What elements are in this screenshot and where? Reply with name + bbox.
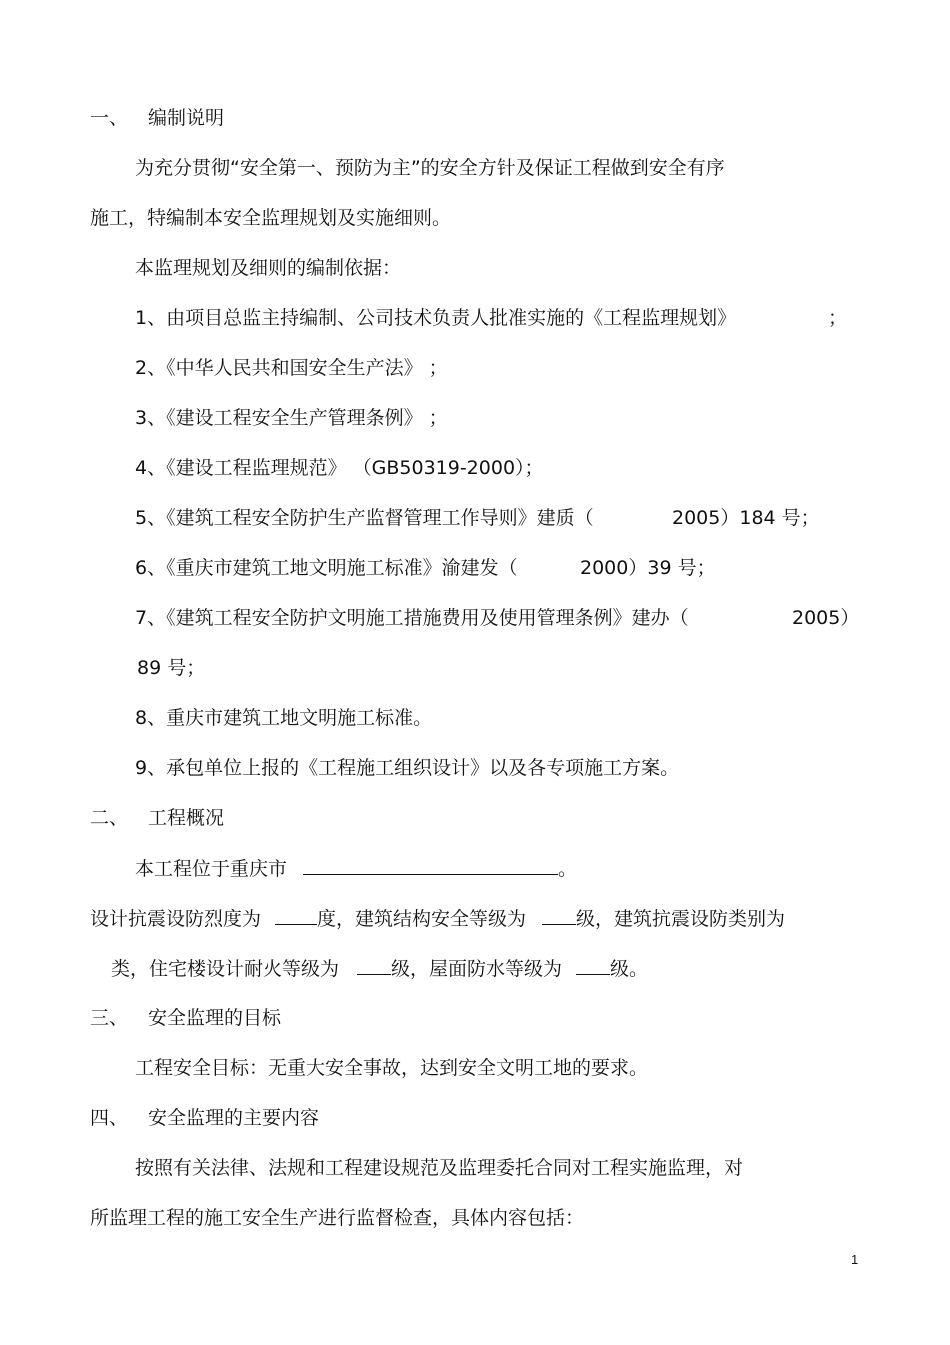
- location-blank[interactable]: [303, 854, 558, 875]
- basis-intro: 本监理规划及细则的编制依据：: [135, 257, 402, 279]
- section-4-number: 四、: [90, 1107, 129, 1129]
- section-3-number: 三、: [90, 1007, 129, 1029]
- basis-item-1: 1、由项目总监主持编制、公司技术负责人批准实施的《工程监理规划》: [135, 307, 737, 329]
- location-end: 。: [558, 858, 578, 880]
- paragraph-1-line-1: 为充分贯彻“安全第一、预防为主”的安全方针及保证工程做到安全有序: [135, 157, 725, 179]
- seismic-label: 设计抗震设防烈度为: [90, 908, 262, 930]
- basis-item-5-tail: 2005）184 号；: [672, 507, 820, 529]
- paragraph-7-line-2: 所监理工程的施工安全生产进行监督检查，具体内容包括：: [90, 1207, 585, 1229]
- fire-rating-blank[interactable]: [357, 954, 391, 975]
- basis-item-6-tail: 2000）39 号；: [580, 557, 716, 579]
- section-2-number: 二、: [90, 807, 129, 829]
- basis-item-2: 2、《中华人民共和国安全生产法》 ；: [135, 357, 448, 379]
- seismic-category-label: 级，建筑抗震设防类别为: [576, 908, 786, 930]
- basis-item-1-end: ；: [828, 307, 848, 329]
- basis-item-9: 9、承包单位上报的《工程施工组织设计》以及各专项施工方案。: [135, 757, 680, 779]
- section-2-title: 工程概况: [148, 807, 225, 829]
- structure-grade-blank[interactable]: [542, 904, 576, 925]
- basis-item-4: 4、《建设工程监理规范》 （GB50319-2000）；: [135, 457, 544, 479]
- roof-waterproof-blank[interactable]: [576, 954, 610, 975]
- section-1-title: 编制说明: [148, 107, 225, 129]
- fire-rating-line: [111, 954, 648, 983]
- paragraph-7-line-1: 按照有关法律、法规和工程建设规范及监理委托合同对工程实施监理，对: [135, 1157, 744, 1179]
- location-label: 本工程位于重庆市: [135, 858, 288, 880]
- basis-item-3: 3、《建设工程安全生产管理条例》 ；: [135, 407, 448, 429]
- roof-waterproof-label: 级，屋面防水等级为: [391, 958, 563, 980]
- location-line: [135, 854, 577, 883]
- basis-item-5: 5、《建筑工程安全防护生产监督管理工作导则》建质（: [135, 507, 594, 529]
- seismic-intensity-blank[interactable]: [275, 904, 317, 925]
- basis-item-7: 7、《建筑工程安全防护文明施工措施费用及使用管理条例》建办（: [135, 607, 689, 629]
- basis-item-8: 8、重庆市建筑工地文明施工标准。: [135, 707, 433, 729]
- seismic-line: [90, 904, 785, 933]
- safety-goal: 工程安全目标：无重大安全事故，达到安全文明工地的要求。: [135, 1057, 649, 1079]
- section-1-number: 一、: [90, 107, 129, 129]
- structure-safety-label: 度，建筑结构安全等级为: [317, 908, 527, 930]
- basis-item-6: 6、《重庆市建筑工地文明施工标准》渝建发（: [135, 557, 518, 579]
- roof-waterproof-end: 级。: [610, 958, 649, 980]
- basis-item-7-tail: 2005）: [792, 607, 860, 629]
- section-3-title: 安全监理的目标: [148, 1007, 282, 1029]
- section-4-title: 安全监理的主要内容: [148, 1107, 320, 1129]
- basis-item-7-cont: 89 号；: [137, 657, 206, 679]
- page-number: 1: [851, 1252, 859, 1267]
- fire-rating-label: 类，住宅楼设计耐火等级为: [111, 958, 340, 980]
- paragraph-1-line-2: 施工，特编制本安全监理规划及实施细则。: [90, 207, 452, 229]
